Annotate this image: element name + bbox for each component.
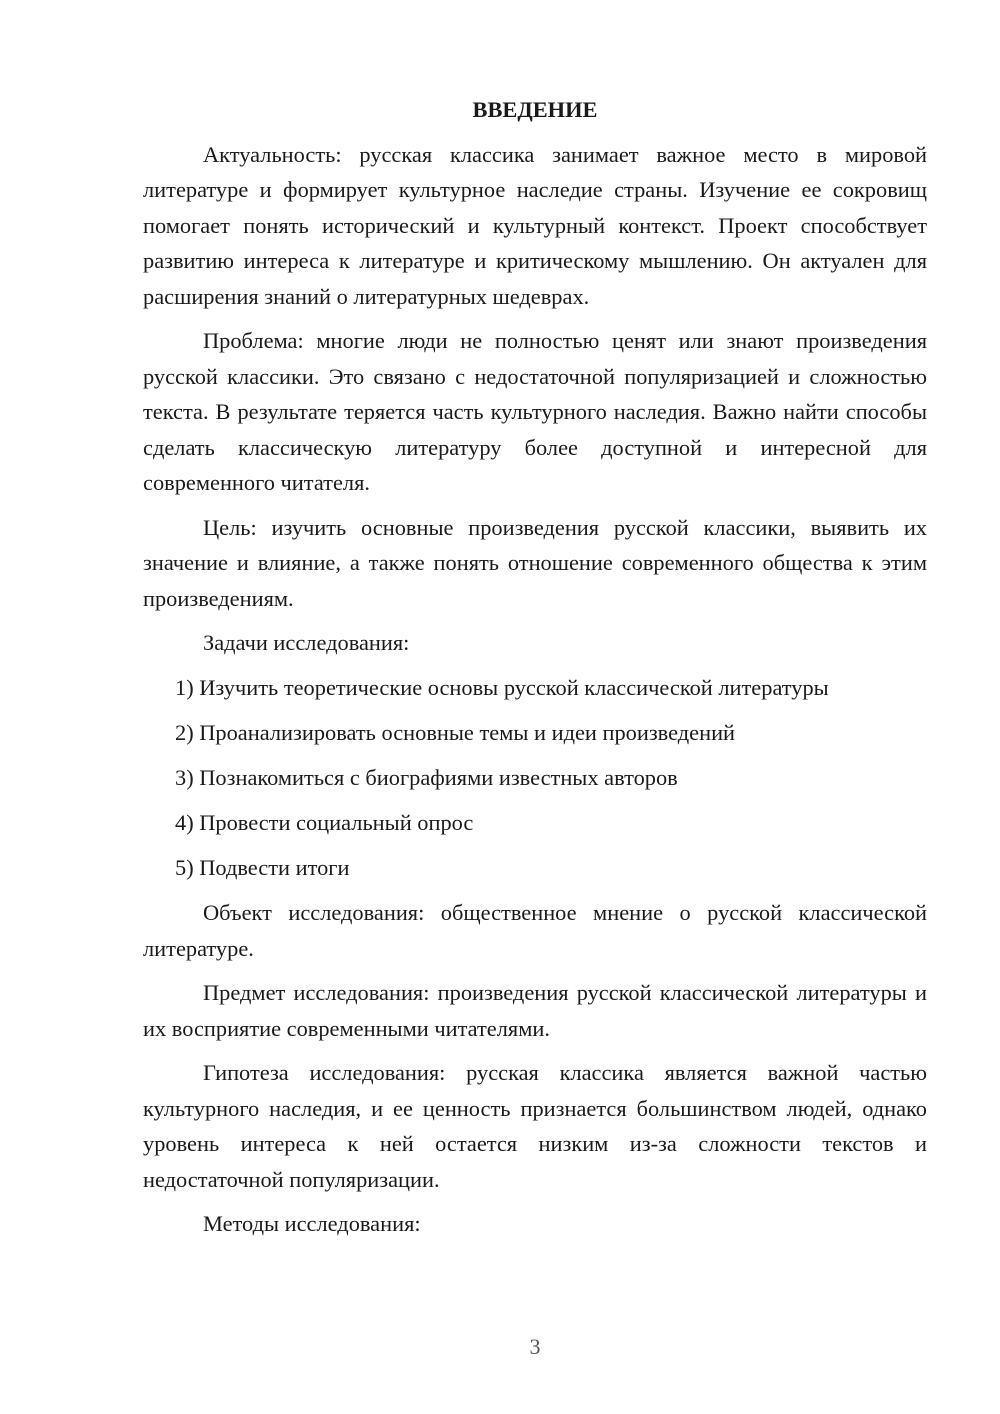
subject-paragraph: Предмет исследования: произведения русской классической литературы и их восприятие современными читателями. xyxy=(143,980,927,1041)
task-item: 3) Познакомиться с биографиями известных авторов xyxy=(175,765,678,790)
object-paragraph: Объект исследования: общественное мнение о русской классической литературе. xyxy=(143,900,927,961)
task-item: 2) Проанализировать основные темы и идеи произведений xyxy=(175,720,736,745)
task-item: 4) Провести социальный опрос xyxy=(175,810,474,835)
hypothesis-paragraph: Гипотеза исследования: русская классика является важной частью культурного наследия, и ее ценность признается большинством людей, однако уровень интереса к ней остается низким из-за сложности текстов и недостаточной популяризации. xyxy=(143,1060,927,1192)
methods-heading: Методы исследования: xyxy=(203,1211,421,1236)
task-item: 1) Изучить теоретические основы русской классической литературы xyxy=(175,675,829,700)
goal-paragraph: Цель: изучить основные произведения русской классики, выявить их значение и влияние, а также понять отношение современного общества к этим произведениям. xyxy=(143,514,927,611)
page-number: 3 xyxy=(529,1334,541,1359)
section-title: ВВЕДЕНИЕ xyxy=(472,97,598,122)
tasks-list xyxy=(143,670,927,886)
relevance-paragraph: Актуальность: русская классика занимает важное место в мировой литературе и формирует культурное наследие страны. Изучение ее сокровищ помогает понять исторический и культурный контекст. Проект способствует развитию интереса к литературе и критическому мышлению. Он актуален для расширения знаний о литературных шедеврах. xyxy=(143,141,927,309)
tasks-heading: Задачи исследования: xyxy=(203,630,410,655)
problem-paragraph: Проблема: многие люди не полностью ценят или знают произведения русской классики. Это связано с недостаточной популяризацией и сложностью текста. В результате теряется часть культурного наследия. Важно найти способы сделать классическую литературу более доступной и интересной для современного читателя. xyxy=(143,328,927,495)
document-page xyxy=(143,92,927,1251)
task-item: 5) Подвести итоги xyxy=(175,855,350,880)
